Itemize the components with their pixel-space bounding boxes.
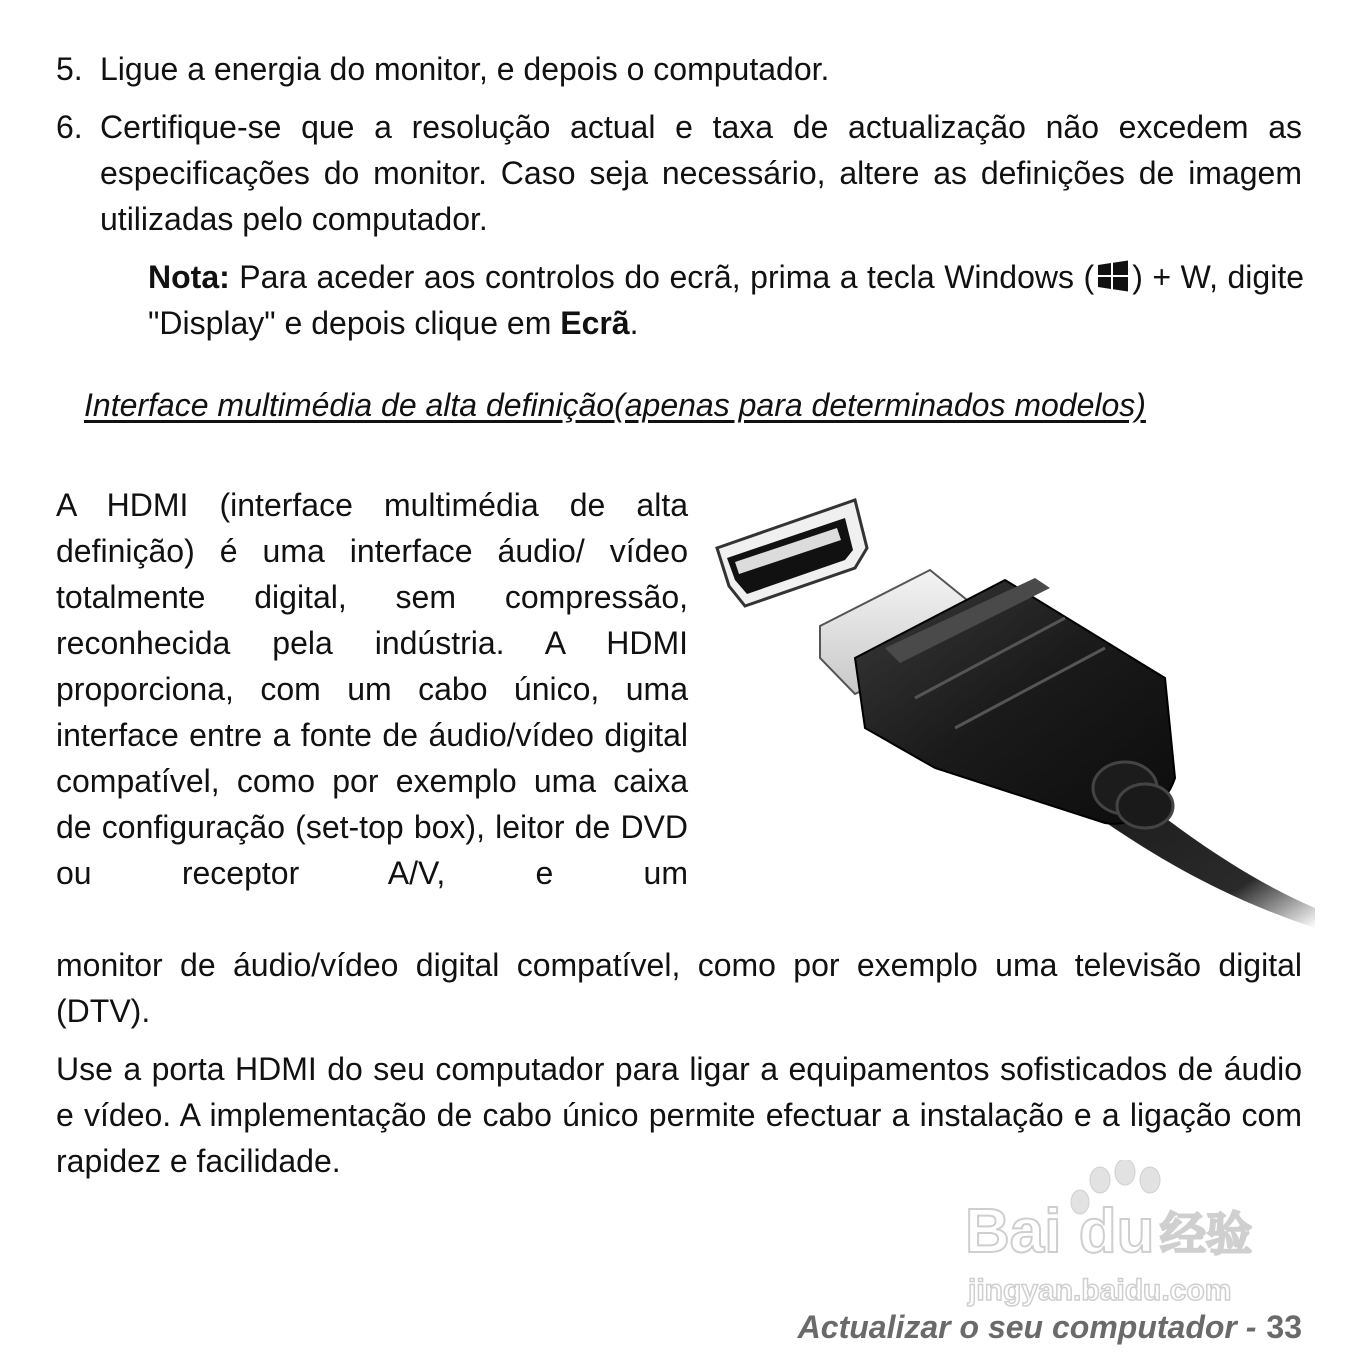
- note-paragraph: [148, 254, 1304, 346]
- hdmi-paragraph-continued: monitor de áudio/vídeo digital compatível, como por exemplo uma televisão digital (DTV).: [56, 947, 1302, 1029]
- note-text-2: ) + W, digite "Display" e depois clique em: [148, 259, 1305, 341]
- note-label: Nota:: [148, 259, 230, 295]
- note-ecra: Ecrã: [560, 305, 630, 341]
- note-period: .: [629, 305, 639, 341]
- list-number: 5.: [56, 51, 83, 87]
- list-item-5: [56, 46, 1302, 92]
- watermark-cjk: 经验: [1160, 1207, 1252, 1261]
- list-number: 6.: [56, 109, 83, 145]
- baidu-watermark-logo: [960, 1160, 1290, 1310]
- list-text: Certifique-se que a resolução actual e taxa de actualização não excedem as especificações do monitor. Caso seja necessário, altere as definições de imagem utilizadas pelo computador.: [100, 109, 1302, 237]
- watermark-brand: Bai du: [965, 1197, 1155, 1266]
- section-heading: Interface multimédia de alta definição(apenas para determinados modelos): [84, 387, 1146, 423]
- note-text-1: Para aceder aos controlos do ecrã, prima a tecla Windows (: [229, 259, 1095, 295]
- hdmi-port-icon: [717, 500, 867, 606]
- windows-logo-icon: [1096, 259, 1130, 293]
- page-footer: [798, 1304, 1302, 1350]
- hdmi-connector-illustration: [705, 488, 1315, 928]
- list-item-6: [56, 104, 1302, 242]
- watermark-url: jingyan.baidu.com: [968, 1274, 1232, 1307]
- footer-title: Actualizar o seu computador -: [797, 1309, 1257, 1345]
- hdmi-paragraph-wrapped: A HDMI (interface multimédia de alta definição) é uma interface áudio/ vídeo totalmente digital, sem compressão, reconhecida pela indústria. A HDMI proporciona, com um cabo único, uma interface entre a fonte de áudio/vídeo digital compatível, como por exemplo uma caixa de configuração (set-top box), leitor de DVD ou receptor A/V, e um: [56, 487, 688, 891]
- page-number: 33: [1266, 1309, 1302, 1345]
- hdmi-usage-paragraph: Use a porta HDMI do seu computador para ligar a equipamentos sofisticados de áudio e vídeo. A implementação de cabo único permite efectuar a instalação e a ligação com rapidez e facilidade.: [56, 1051, 1302, 1179]
- list-text: Ligue a energia do monitor, e depois o computador.: [100, 51, 830, 87]
